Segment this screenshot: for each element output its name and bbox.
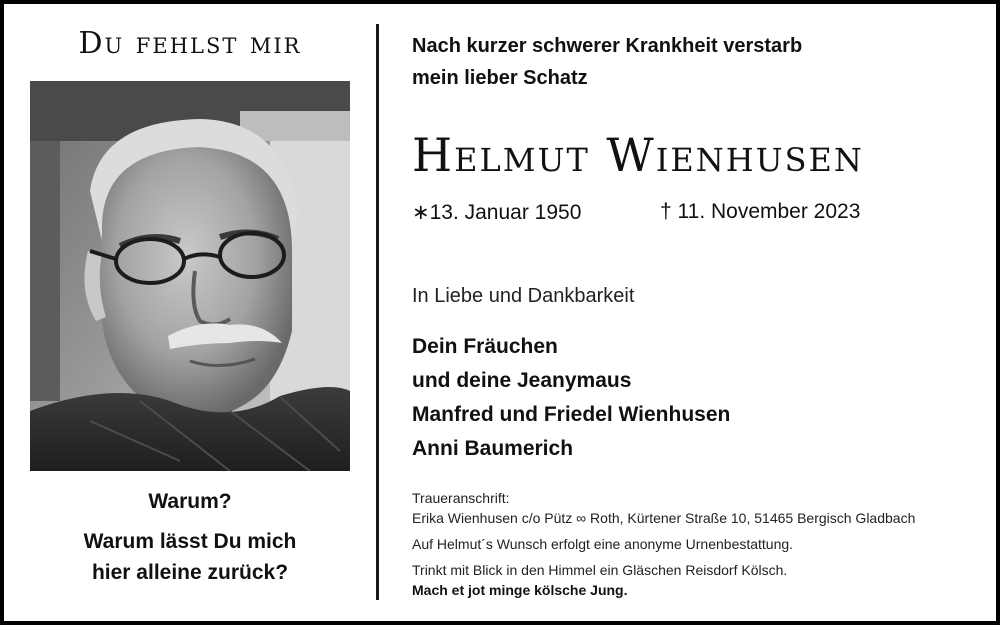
- mourner-item: Manfred und Friedel Wienhusen: [412, 403, 731, 426]
- question-why-leave: [4, 526, 376, 588]
- left-column: [4, 4, 376, 621]
- obituary-card: [4, 4, 996, 621]
- intro-line: mein lieber Schatz: [412, 67, 588, 89]
- mourning-address: Erika Wienhusen c/o Pütz ∞ Roth, Kürtener Straße 10, 51465 Bergisch Gladbach: [412, 510, 916, 526]
- death-date: † 11. November 2023: [660, 200, 861, 223]
- burial-note: Auf Helmut´s Wunsch erfolgt eine anonyme Urnenbestattung.: [412, 536, 794, 552]
- question-why: Warum?: [148, 490, 232, 513]
- deceased-name: Helmut Wienhusen: [412, 128, 864, 182]
- question-line: Warum lässt Du mich: [83, 530, 297, 553]
- thanks-line: In Liebe und Dankbarkeit: [412, 285, 635, 307]
- mourner-item: und deine Jeanymaus: [412, 369, 632, 392]
- mourner-item: Dein Fräuchen: [412, 335, 558, 358]
- portrait-photo: [30, 81, 350, 471]
- motto-heading: Du fehlst mir: [78, 26, 302, 61]
- intro-text: [412, 30, 802, 94]
- address-label: Traueranschrift:: [412, 490, 510, 506]
- right-column: [412, 4, 982, 621]
- intro-line: Nach kurzer schwerer Krankheit verstarb: [412, 35, 803, 57]
- question-line: hier alleine zurück?: [91, 561, 289, 584]
- birth-date: ∗13. Januar 1950: [412, 201, 582, 224]
- closing-line: Mach et jot minge kölsche Jung.: [412, 582, 628, 598]
- toast-note: Trinkt mit Blick in den Himmel ein Gläschen Reisdorf Kölsch.: [412, 562, 788, 578]
- column-divider: [376, 24, 379, 600]
- mourner-item: Anni Baumerich: [412, 437, 574, 460]
- mourners-list: [412, 330, 730, 466]
